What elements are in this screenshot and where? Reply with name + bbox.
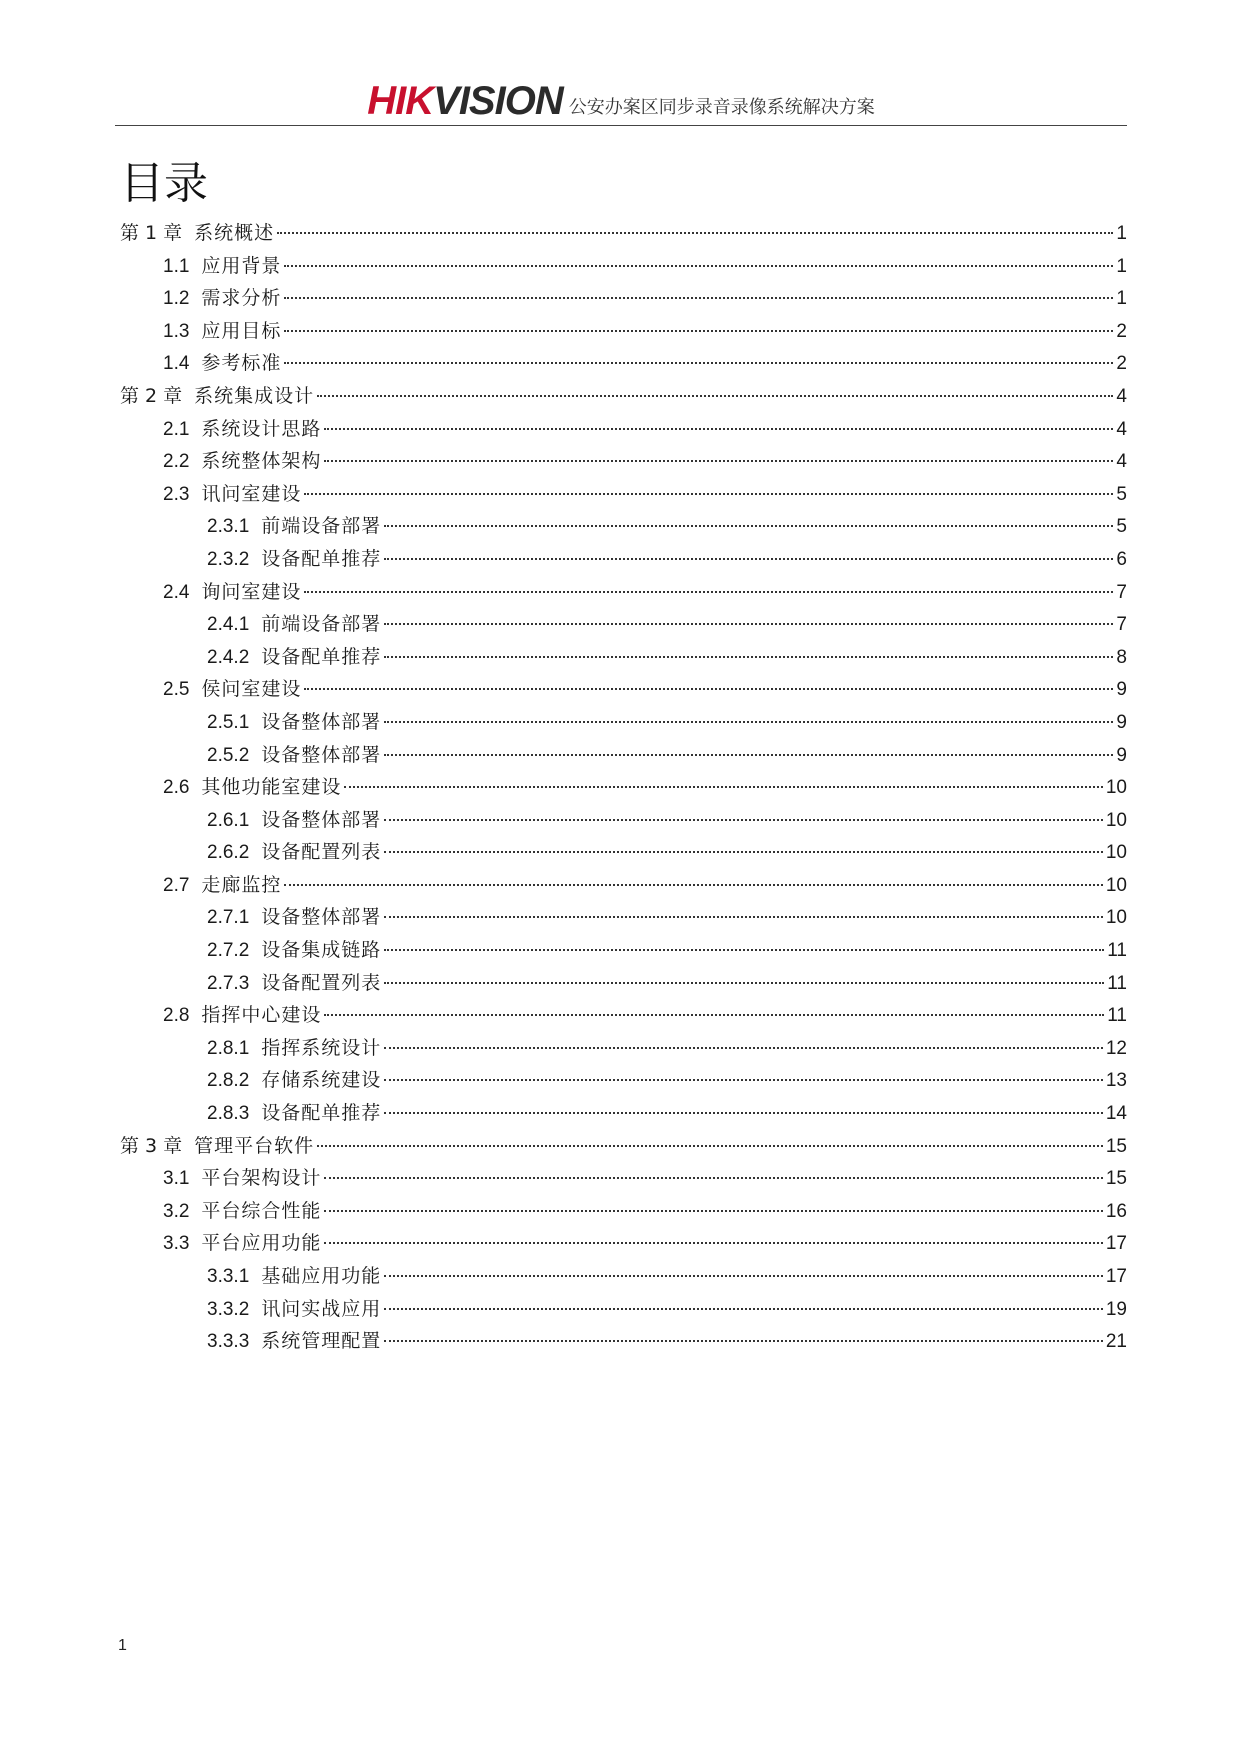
toc-entry-number: 3.2 [163,1200,190,1222]
toc-entry-number: 3.3.1 [207,1266,250,1287]
toc-entry[interactable] [120,510,1127,543]
toc-leader-dots [384,720,1113,723]
toc-entry-title: 设备配置列表 [261,841,382,864]
toc-entry-page: 2 [1116,320,1127,342]
toc-entry-number: 3.3.3 [207,1331,250,1353]
toc-entry-page: 15 [1105,1168,1127,1190]
toc-leader-dots [384,1274,1103,1277]
toc-entry[interactable] [120,641,1127,674]
toc-leader-dots [317,394,1113,397]
toc-entry-page: 1 [1116,288,1127,310]
toc-leader-dots [384,524,1113,527]
page-header [115,80,1127,126]
toc-entry-number: 2.7.3 [207,972,250,994]
toc-entry-number: 2.5.2 [207,744,250,766]
toc-entry[interactable] [120,934,1127,967]
toc-entry-page: 15 [1105,1135,1127,1157]
toc-entry-title: 平台综合性能 [201,1199,322,1222]
toc-entry-page: 10 [1105,842,1127,864]
toc-entry-title: 设备配置列表 [261,971,382,994]
toc-entry-number: 1.2 [163,288,190,310]
toc-entry-number: 第 2 章 [120,384,183,407]
toc-entry-number: 3.3 [163,1233,190,1255]
toc-entry[interactable] [120,1293,1127,1326]
toc-leader-dots [284,296,1113,299]
toc-entry-number: 3.3.2 [207,1298,250,1320]
header-subtitle: 公安办案区同步录音录像系统解决方案 [568,97,875,118]
toc-entry-title: 走廊监控 [201,873,282,896]
toc-entry-number: 2.8.1 [207,1037,250,1059]
toc-entry[interactable] [120,836,1127,869]
toc-leader-dots [384,557,1113,560]
toc-leader-dots [304,590,1113,593]
toc-entry[interactable] [120,445,1127,478]
toc-leader-dots [324,459,1113,462]
toc-leader-dots [384,818,1103,821]
toc-entry[interactable] [120,315,1127,348]
table-of-contents [120,217,1127,1358]
toc-entry-number: 2.2 [163,451,190,473]
toc-entry[interactable] [120,543,1127,576]
toc-entry-page: 11 [1107,972,1127,994]
toc-leader-dots [384,1078,1103,1081]
toc-leader-dots [344,785,1102,788]
toc-leader-dots [384,1111,1103,1114]
toc-leader-dots [284,361,1113,364]
toc-entry-page: 4 [1116,451,1127,473]
toc-leader-dots [384,655,1113,658]
toc-entry[interactable] [120,1032,1127,1065]
hikvision-logo: HIKVISION [367,79,563,123]
toc-entry-title: 需求分析 [201,287,282,310]
toc-entry-number: 2.6.1 [207,809,250,831]
toc-entry-number: 第 3 章 [120,1134,183,1157]
toc-entry-title: 管理平台软件 [194,1134,315,1157]
toc-entry-page: 17 [1105,1233,1127,1255]
toc-entry-page: 5 [1116,483,1127,505]
toc-entry[interactable] [120,804,1127,837]
toc-entry-title: 系统管理配置 [261,1330,382,1353]
toc-entry[interactable] [120,608,1127,641]
toc-entry[interactable] [120,901,1127,934]
toc-entry-page: 7 [1116,581,1127,603]
toc-entry[interactable] [120,1227,1127,1260]
toc-entry-number: 2.3 [163,483,190,505]
toc-entry-number: 2.8 [163,1005,190,1027]
toc-entry-number: 2.1 [163,418,190,440]
toc-entry-number: 2.7.1 [207,907,250,929]
toc-entry[interactable] [120,282,1127,315]
toc-entry[interactable] [120,1162,1127,1195]
toc-entry-title: 设备配单推荐 [261,645,382,668]
toc-entry-number: 2.7.2 [207,940,250,962]
toc-entry[interactable] [120,771,1127,804]
toc-entry-title: 设备整体部署 [261,743,382,766]
toc-leader-dots [324,427,1113,430]
page-number: 1 [118,1637,127,1654]
toc-entry-page: 9 [1116,679,1127,701]
toc-entry[interactable] [120,1325,1127,1358]
toc-leader-dots [384,622,1113,625]
toc-entry[interactable] [120,999,1127,1032]
toc-leader-dots [384,1339,1103,1342]
toc-leader-dots [384,753,1113,756]
toc-entry[interactable] [120,347,1127,380]
toc-entry-page: 4 [1116,418,1127,440]
toc-leader-dots [284,883,1102,886]
toc-entry-page: 6 [1116,548,1127,570]
toc-entry-number: 3.1 [163,1168,190,1190]
toc-leader-dots [384,981,1104,984]
toc-entry-page: 1 [1116,223,1127,244]
toc-entry[interactable] [120,869,1127,902]
toc-leader-dots [324,1013,1104,1016]
toc-entry-page: 16 [1105,1200,1127,1222]
toc-entry-page: 10 [1105,809,1127,831]
toc-leader-dots [384,1046,1103,1049]
toc-entry-number: 2.3.1 [207,516,250,538]
toc-entry-title: 讯问室建设 [201,482,302,505]
toc-entry-page: 12 [1105,1037,1127,1059]
toc-entry-title: 设备整体部署 [261,906,382,929]
toc-leader-dots [324,1209,1102,1212]
toc-entry-number: 2.3.2 [207,548,250,570]
toc-entry-title: 指挥系统设计 [261,1036,382,1059]
toc-leader-dots [317,1144,1103,1147]
toc-entry[interactable] [120,1195,1127,1228]
toc-entry-title: 存储系统建设 [261,1069,382,1092]
toc-entry-title: 设备配单推荐 [261,1102,382,1125]
toc-entry[interactable] [120,967,1127,1000]
toc-entry[interactable] [120,380,1127,413]
toc-entry-title: 平台应用功能 [201,1232,322,1255]
toc-entry-page: 8 [1116,646,1127,668]
toc-leader-dots [304,687,1113,690]
toc-entry-number: 2.4.1 [207,614,250,636]
toc-entry[interactable] [120,413,1127,446]
toc-leader-dots [304,492,1113,495]
toc-entry-page: 11 [1107,940,1127,962]
toc-entry-title: 指挥中心建设 [201,1004,322,1027]
toc-entry[interactable] [120,1130,1127,1163]
toc-entry-number: 第 1 章 [120,222,183,244]
toc-entry-title: 侯问室建设 [201,678,302,701]
toc-entry-title: 讯问实战应用 [261,1297,382,1320]
toc-entry[interactable] [120,739,1127,772]
toc-entry-title: 参考标准 [201,352,282,375]
toc-entry[interactable] [120,576,1127,609]
toc-entry-page: 9 [1116,711,1127,733]
toc-entry-title: 设备整体部署 [261,710,382,733]
toc-leader-dots [384,850,1103,853]
toc-entry-page: 10 [1105,874,1127,896]
toc-entry-title: 应用背景 [201,254,282,277]
toc-entry-number: 1.4 [163,353,190,375]
toc-entry-page: 11 [1107,1005,1127,1027]
toc-entry-page: 19 [1105,1298,1127,1320]
toc-leader-dots [277,231,1113,234]
toc-entry[interactable] [120,478,1127,511]
toc-entry-page: 21 [1105,1331,1127,1353]
toc-entry[interactable] [120,1260,1127,1293]
toc-leader-dots [324,1176,1102,1179]
toc-entry-number: 2.6.2 [207,842,250,864]
toc-entry-title: 系统整体架构 [201,450,322,473]
toc-leader-dots [384,1307,1103,1310]
toc-entry-page: 5 [1116,516,1127,538]
toc-entry[interactable] [120,706,1127,739]
toc-entry-title: 系统集成设计 [194,384,315,407]
toc-entry-title: 基础应用功能 [261,1265,382,1287]
toc-entry-number: 2.6 [163,777,190,799]
toc-entry-title: 系统设计思路 [201,417,322,440]
toc-entry-title: 询问室建设 [201,580,302,603]
toc-leader-dots [284,264,1113,267]
toc-entry-page: 17 [1105,1266,1127,1287]
toc-entry-number: 2.5 [163,679,190,701]
toc-entry[interactable] [120,217,1127,250]
toc-entry-title: 应用目标 [201,319,282,342]
toc-entry-title: 平台架构设计 [201,1167,322,1190]
toc-entry-title: 设备整体部署 [261,808,382,831]
toc-leader-dots [384,948,1104,951]
toc-entry-title: 其他功能室建设 [201,776,342,799]
toc-entry-title: 前端设备部署 [261,613,382,636]
toc-leader-dots [324,1241,1102,1244]
toc-entry-page: 10 [1105,907,1127,929]
toc-entry-title: 设备集成链路 [261,939,382,962]
toc-entry-page: 2 [1116,353,1127,375]
toc-entry-title: 前端设备部署 [261,515,382,538]
toc-entry-number: 1.1 [163,255,190,277]
toc-entry-page: 14 [1105,1103,1127,1125]
toc-entry-page: 1 [1116,255,1127,277]
toc-entry-number: 2.7 [163,874,190,896]
toc-entry-number: 2.8.2 [207,1070,250,1092]
toc-entry[interactable] [120,673,1127,706]
toc-entry-number: 2.4.2 [207,646,250,668]
toc-entry-page: 4 [1116,385,1127,407]
toc-entry-number: 2.4 [163,581,190,603]
toc-entry-page: 10 [1105,777,1127,799]
toc-entry[interactable] [120,250,1127,283]
toc-entry[interactable] [120,1097,1127,1130]
toc-entry-page: 7 [1116,614,1127,636]
toc-entry-number: 2.5.1 [207,711,250,733]
toc-title: 目录 [120,158,208,209]
toc-leader-dots [284,329,1113,332]
toc-entry-title: 设备配单推荐 [261,547,382,570]
toc-entry-page: 9 [1116,744,1127,766]
toc-entry[interactable] [120,1064,1127,1097]
toc-entry-number: 2.8.3 [207,1103,250,1125]
toc-entry-page: 13 [1105,1070,1127,1092]
toc-leader-dots [384,915,1103,918]
toc-entry-number: 1.3 [163,320,190,342]
toc-entry-title: 系统概述 [194,222,275,244]
